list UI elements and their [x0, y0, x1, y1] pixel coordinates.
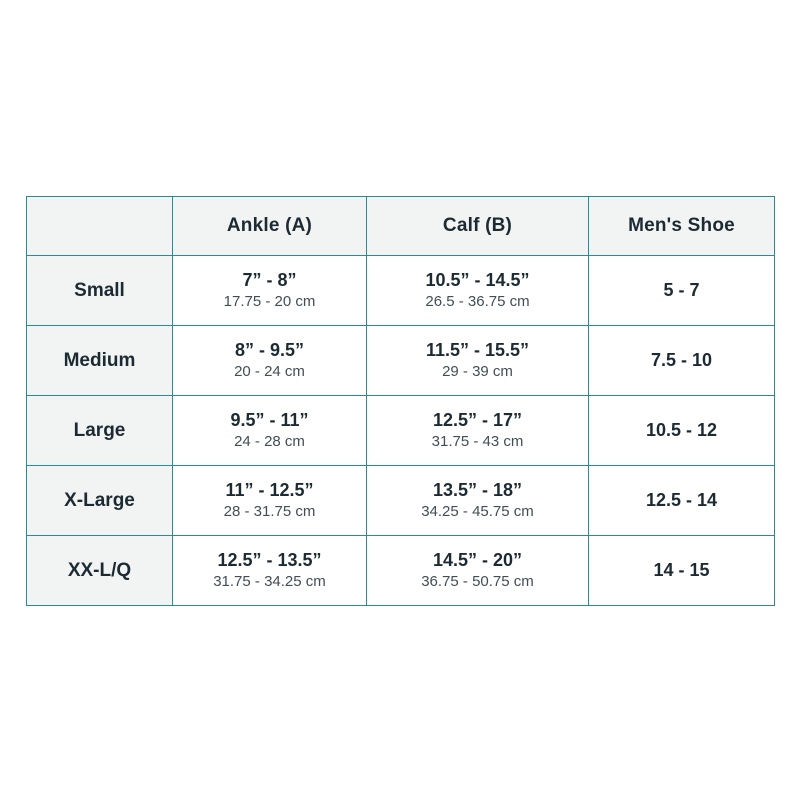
- cell-stack: [367, 336, 588, 385]
- size-chart-container: [26, 196, 774, 606]
- cell-mens-shoe: [589, 326, 775, 396]
- cell-calf: [367, 256, 589, 326]
- cell-mens-shoe: [589, 256, 775, 326]
- cell-stack: [173, 476, 366, 525]
- cell-mens-shoe: [589, 536, 775, 606]
- cell-mens-shoe: [589, 396, 775, 466]
- cell-calf: [367, 536, 589, 606]
- row-size-label: XX-L/Q: [27, 536, 173, 606]
- cell-calf: [367, 466, 589, 536]
- value-centimeters: 24 - 28 cm: [234, 432, 305, 450]
- value-inches: 11.5” - 15.5”: [425, 339, 530, 360]
- value-centimeters: 36.75 - 50.75 cm: [421, 572, 534, 590]
- cell-stack: [173, 266, 366, 315]
- size-chart-table: [26, 196, 775, 606]
- value-shoe-size: 14 - 15: [653, 560, 710, 580]
- table-row: [27, 536, 775, 606]
- cell-stack: [173, 336, 366, 385]
- row-size-label: X-Large: [27, 466, 173, 536]
- cell-ankle: [173, 396, 367, 466]
- value-inches: 7” - 8”: [242, 269, 297, 290]
- value-centimeters: 17.75 - 20 cm: [223, 292, 316, 310]
- cell-stack: [367, 266, 588, 315]
- value-shoe-size: 12.5 - 14: [645, 490, 718, 510]
- cell-calf: [367, 326, 589, 396]
- value-centimeters: 20 - 24 cm: [234, 362, 305, 380]
- value-centimeters: 31.75 - 34.25 cm: [213, 572, 326, 590]
- value-centimeters: 29 - 39 cm: [442, 362, 513, 380]
- table-row: [27, 396, 775, 466]
- row-size-label: Large: [27, 396, 173, 466]
- cell-ankle: [173, 466, 367, 536]
- cell-stack: [173, 546, 366, 595]
- value-shoe-size: 7.5 - 10: [650, 350, 713, 370]
- cell-stack: [367, 406, 588, 455]
- cell-stack: [367, 546, 588, 595]
- value-inches: 9.5” - 11”: [230, 409, 309, 430]
- column-header-ankle: Ankle (A): [173, 197, 367, 256]
- value-centimeters: 26.5 - 36.75 cm: [425, 292, 530, 310]
- value-inches: 12.5” - 13.5”: [217, 549, 322, 570]
- value-shoe-size: 5 - 7: [663, 280, 700, 300]
- header-corner-cell: [27, 197, 173, 256]
- cell-calf: [367, 396, 589, 466]
- value-centimeters: 31.75 - 43 cm: [431, 432, 524, 450]
- cell-ankle: [173, 536, 367, 606]
- value-inches: 10.5” - 14.5”: [425, 269, 530, 290]
- value-inches: 8” - 9.5”: [234, 339, 305, 360]
- value-inches: 12.5” - 17”: [432, 409, 523, 430]
- value-centimeters: 28 - 31.75 cm: [223, 502, 316, 520]
- value-inches: 11” - 12.5”: [225, 479, 314, 500]
- column-header-mens-shoe: Men's Shoe: [589, 197, 775, 256]
- column-header-calf: Calf (B): [367, 197, 589, 256]
- value-inches: 14.5” - 20”: [432, 549, 523, 570]
- table-row: [27, 466, 775, 536]
- table-row: [27, 326, 775, 396]
- table-header-row: [27, 197, 775, 256]
- value-centimeters: 34.25 - 45.75 cm: [421, 502, 534, 520]
- cell-stack: [173, 406, 366, 455]
- cell-mens-shoe: [589, 466, 775, 536]
- value-shoe-size: 10.5 - 12: [645, 420, 718, 440]
- value-inches: 13.5” - 18”: [432, 479, 523, 500]
- row-size-label: Medium: [27, 326, 173, 396]
- row-size-label: Small: [27, 256, 173, 326]
- cell-stack: [367, 476, 588, 525]
- cell-ankle: [173, 326, 367, 396]
- cell-ankle: [173, 256, 367, 326]
- table-row: [27, 256, 775, 326]
